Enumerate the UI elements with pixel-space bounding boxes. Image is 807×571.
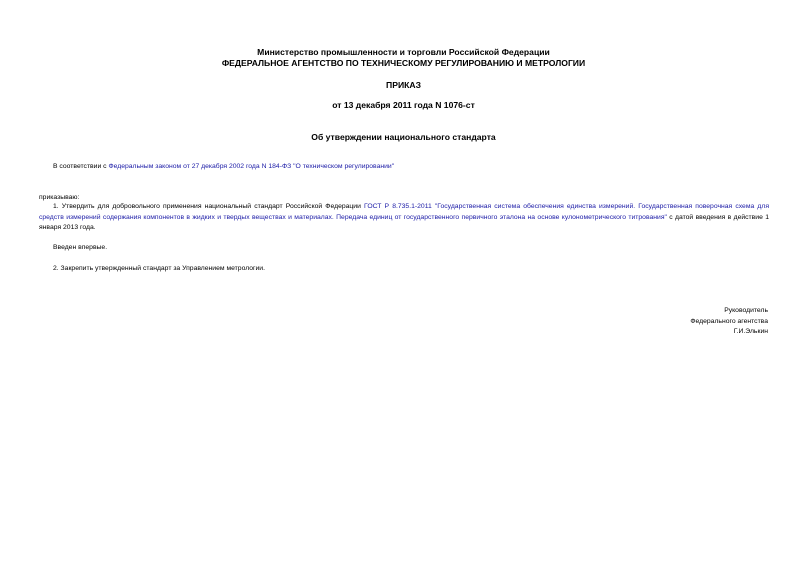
item-1-prefix: 1. Утвердить для добровольного применения национальный стандарт Российской Федерации bbox=[53, 203, 365, 210]
item-1-suffix: с датой введения в действие 1 января 2013 года. bbox=[39, 213, 769, 231]
agency-heading: ФЕДЕРАЛЬНОЕ АГЕНТСТВО ПО ТЕХНИЧЕСКОМУ РЕГУЛИРОВАНИЮ И МЕТРОЛОГИИ bbox=[221, 58, 586, 68]
item-2-paragraph: 2. Закрепить утвержденный стандарт за Управлением метрологии. bbox=[53, 265, 265, 272]
signature-title: Руководитель bbox=[724, 307, 768, 314]
order-word: приказываю: bbox=[39, 194, 80, 201]
introduced-note: Введен впервые. bbox=[53, 244, 108, 251]
date-number-heading: от 13 декабря 2011 года N 1076-ст bbox=[332, 100, 475, 110]
signature-name: Г.И.Элькин bbox=[733, 328, 768, 335]
intro-prefix: В соответствии с bbox=[53, 163, 109, 170]
signature-org: Федерального агентства bbox=[690, 318, 768, 325]
federal-law-link[interactable]: Федеральным законом от 27 декабря 2002 года N 184-ФЗ "О техническом регулировании" bbox=[108, 163, 395, 170]
doc-type-heading: ПРИКАЗ bbox=[386, 80, 421, 90]
item-1-paragraph bbox=[39, 202, 769, 234]
subject-heading: Об утверждении национального стандарта bbox=[311, 132, 496, 142]
ministry-heading: Министерство промышленности и торговли Российской Федерации bbox=[257, 47, 550, 57]
intro-paragraph bbox=[53, 162, 394, 172]
gost-standard-link[interactable]: ГОСТ Р 8.735.1-2011 "Государственная система обеспечения единства измерений. Государственная поверочная схема для средств измерений содержания компонентов в жидких и твердых веществах и материалах. Передача единиц от государственного первичного эталона на основе кулонометрического титрования" bbox=[39, 203, 770, 221]
